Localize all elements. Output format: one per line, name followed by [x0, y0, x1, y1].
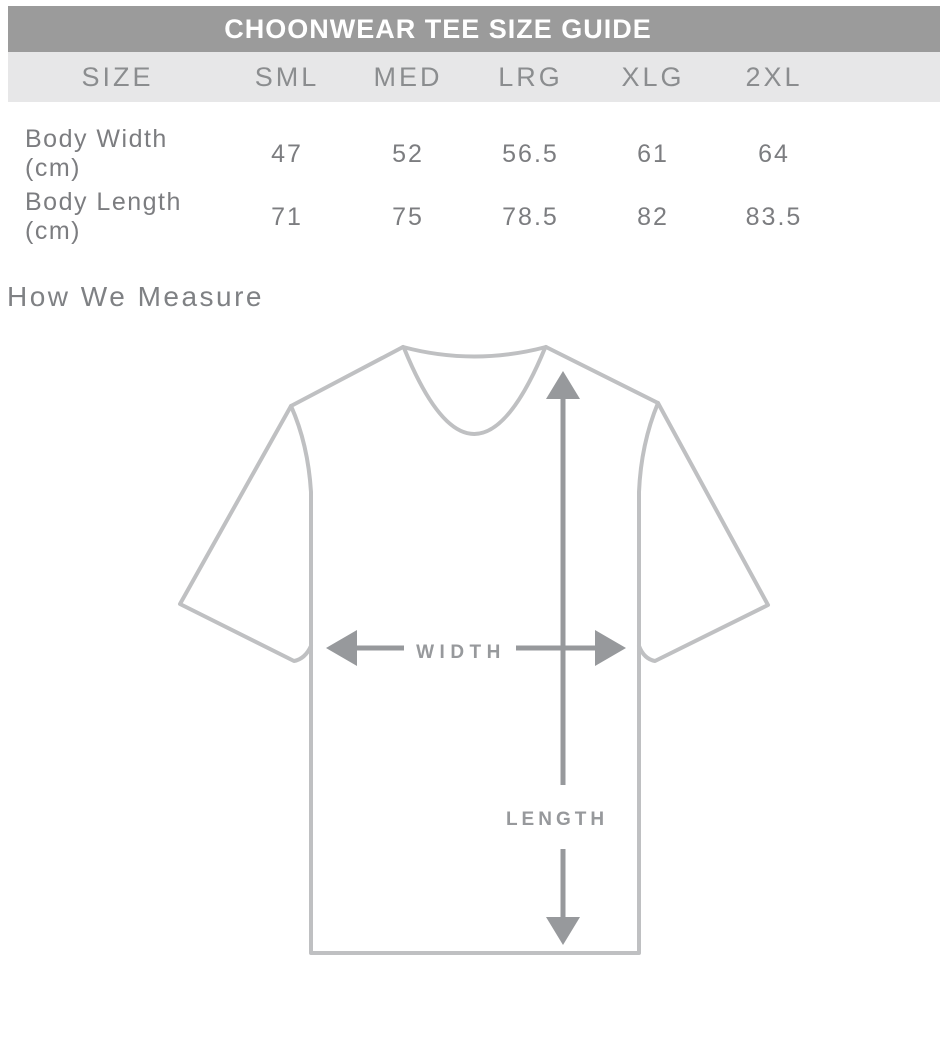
size-value: 61: [637, 139, 669, 168]
size-value: 71: [271, 202, 303, 231]
size-value: 52: [392, 139, 424, 168]
tshirt-neckline: [404, 348, 545, 434]
arrow-left-icon: [326, 630, 357, 666]
column-header-med: MED: [373, 61, 443, 92]
row-label: Body Width (cm): [25, 125, 168, 182]
column-header-sml: SML: [254, 61, 320, 92]
size-value: 82: [637, 202, 669, 231]
tshirt-collar-back: [403, 347, 546, 357]
length-arrow: [546, 371, 580, 945]
size-value: 47: [271, 139, 303, 168]
width-label: WIDTH: [416, 642, 506, 663]
size-value: 75: [392, 202, 424, 231]
arrow-up-icon: [546, 371, 580, 399]
size-value: 56.5: [502, 139, 559, 168]
row-label: Body Length (cm): [25, 188, 182, 245]
column-header-size: SIZE: [81, 61, 154, 92]
tshirt-left-sleeve: [180, 406, 311, 661]
arrow-right-icon: [595, 630, 626, 666]
arrow-down-icon: [546, 917, 580, 945]
size-table-header-row: [8, 52, 940, 102]
table-row-body-length: [8, 188, 940, 245]
size-value: 83.5: [745, 202, 803, 231]
tshirt-diagram: [0, 330, 948, 1042]
length-label: LENGTH: [505, 809, 609, 830]
size-value: 64: [758, 139, 790, 168]
column-header-2xl: 2XL: [745, 61, 803, 92]
column-header-xlg: XLG: [621, 61, 685, 92]
size-guide-title-bar: [8, 6, 940, 52]
size-guide-title: CHOONWEAR TEE SIZE GUIDE: [224, 13, 652, 44]
section-heading: How We Measure: [7, 281, 265, 312]
column-header-lrg: LRG: [498, 61, 563, 92]
tshirt-right-sleeve: [639, 403, 768, 661]
table-row-body-width: [8, 125, 940, 182]
size-value: 78.5: [502, 202, 559, 231]
